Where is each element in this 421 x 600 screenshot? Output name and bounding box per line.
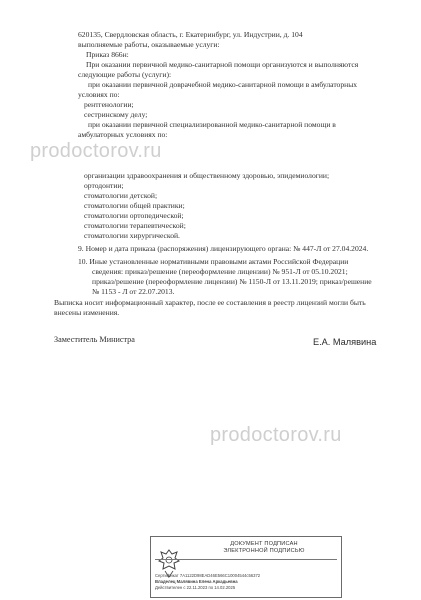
services-intro-line-1: При оказании первичной медико-санитарной помощи организуются и выполняются: [86, 60, 359, 69]
prehospital-care-line-1: при оказании первичной доврачебной медико-санитарной помощи в амбулаторных: [88, 80, 358, 89]
services-heading: выполняемые работы, оказываемые услуги:: [78, 40, 220, 49]
disclaimer-line-2: внесены изменения.: [54, 308, 120, 317]
service-item: стоматологии детской;: [84, 191, 158, 200]
service-item: ортодонтии;: [84, 181, 124, 190]
order-866n: Приказ 866н:: [86, 50, 129, 59]
stamp-validity: Действителен с 22.11.2023 по 14.02.2025: [155, 585, 236, 590]
service-item: организации здравоохранения и общественному здоровью, эпидемиологии;: [84, 171, 330, 180]
other-info-line-4: № 1153 - Л от 22.07.2013.: [92, 287, 175, 296]
stamp-heading-line-1: ДОКУМЕНТ ПОДПИСАН: [230, 541, 298, 547]
watermark-bottom: prodoctorov.ru: [210, 424, 342, 446]
stamp-heading-line-2: ЭЛЕКТРОННОЙ ПОДПИСЬЮ: [223, 547, 305, 554]
service-item: стоматологии ортопедической;: [84, 211, 184, 220]
stamp-owner: Владелец Малявина Елена Аркадьевна: [155, 579, 238, 584]
stamp-heading: [191, 541, 337, 554]
signatory-title: Заместитель Министра: [54, 335, 135, 344]
order-number-item: 9. Номер и дата приказа (распоряжения) лицензирующего органа: № 447-Л от 27.04.2024.: [78, 244, 369, 253]
prehospital-care-line-2: условиях по:: [78, 90, 120, 99]
specialized-care-line-1: при оказании первичной специализированной медико-санитарной помощи в: [88, 120, 336, 129]
stamp-divider: [155, 559, 337, 560]
stamp-certificate: Сертификат 7A1122D98EAD46E566C10004544c56372: [155, 573, 261, 578]
watermark-top: prodoctorov.ru: [30, 140, 162, 162]
electronic-signature-stamp: [150, 536, 342, 598]
service-item: сестринскому делу;: [84, 110, 148, 119]
service-item: стоматологии терапевтической;: [84, 221, 186, 230]
services-intro-line-2: следующие работы (услуги):: [78, 70, 172, 79]
address-line: 620135, Свердловская область, г. Екатеринбург, ул. Индустрии, д. 104: [78, 30, 303, 39]
other-info-line-1: 10. Иные установленные нормативными правовыми актами Российской Федерации: [78, 257, 349, 266]
service-item: стоматологии общей практики;: [84, 201, 185, 210]
service-item: стоматологии хирургической.: [84, 231, 180, 240]
signatory-name: Е.А. Малявина: [313, 337, 377, 347]
other-info-line-2: сведения: приказ/решение (переоформление лицензии) № 951-Л от 05.10.2021;: [92, 267, 348, 276]
specialized-care-line-2: амбулаторных условиях по:: [78, 130, 168, 139]
other-info-line-3: приказ/решение (переоформление лицензии) № 1150-Л от 13.11.2019; приказ/решение: [92, 277, 372, 286]
service-item: рентгенологии;: [84, 100, 134, 109]
disclaimer-line-1: Выписка носит информационный характер, после ее составления в реестр лицензий могли быть: [54, 298, 366, 307]
